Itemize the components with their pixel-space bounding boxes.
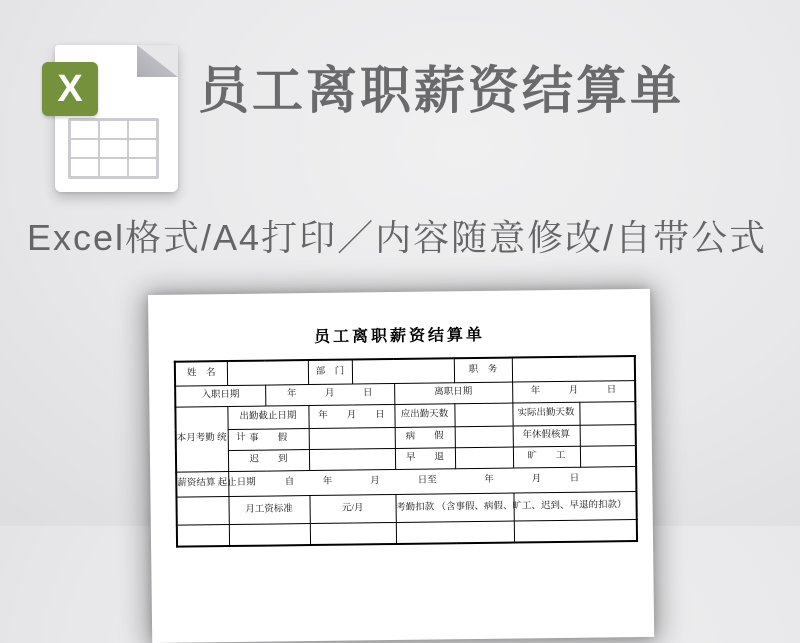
- grid-cell: [99, 158, 128, 177]
- cell-hire-date-value: 年 月 日: [265, 383, 394, 406]
- cell-personal-leave-label: 事 假: [228, 428, 309, 450]
- cell-due-days-label: 应出勤天数: [394, 403, 454, 427]
- cell-period-value: 自 年 月 日至 年 月 日: [228, 466, 636, 496]
- page-title: 员工离职薪资结算单: [198, 62, 685, 119]
- cell-deduction-label: 考勤扣款 （含事假、病假、旷工、迟到、早退的扣款）: [395, 493, 513, 522]
- grid-cell: [128, 158, 157, 177]
- grid-cell: [128, 120, 157, 139]
- cell-cutoff-value: 年 月 日: [308, 404, 394, 428]
- cell-name-label: 姓 名: [175, 361, 227, 386]
- cell-actual-days-label: 实际出勤天数: [512, 402, 579, 426]
- cell-annual-leave-value: [580, 424, 636, 446]
- cell-empty: [177, 524, 229, 547]
- cell-sick-leave-label: 病 假: [395, 426, 455, 448]
- grid-cell: [128, 139, 157, 158]
- table-row: [177, 519, 637, 547]
- cell-name-value: [227, 360, 308, 385]
- cell-absent-label: 旷 工: [513, 446, 580, 468]
- page-subtitle: Excel格式/A4打印／内容随意修改/自带公式: [27, 217, 768, 258]
- cell-empty: [514, 519, 637, 543]
- cell-attendance-group-label: 本月考勤 统 计: [175, 406, 228, 472]
- grid-cell: [70, 158, 99, 177]
- cell-dept-value: [352, 358, 454, 383]
- spreadsheet-grid-icon: [68, 118, 159, 179]
- grid-cell: [99, 120, 128, 139]
- cell-salary-label: 月工资标准: [228, 495, 309, 524]
- cell-position-label: 职 务: [454, 358, 512, 383]
- grid-cell: [70, 139, 99, 158]
- cell-cutoff-label: 出勤截止日期: [227, 405, 308, 429]
- cell-personal-leave-value: [309, 427, 395, 449]
- cell-position-value: [512, 356, 635, 382]
- cell-due-days-value: [454, 403, 512, 427]
- cell-empty: [229, 523, 310, 546]
- cell-period-label: 薪资结算 起止日期: [176, 471, 228, 497]
- cell-leave-date-label: 离职日期: [394, 382, 512, 404]
- document-title: 员工离职薪资结算单: [313, 326, 486, 346]
- cell-empty: [310, 522, 396, 545]
- cell-sick-leave-value: [455, 426, 513, 448]
- settlement-table: [174, 355, 638, 548]
- cell-late-value: [309, 448, 395, 470]
- cell-late-label: 迟 到: [228, 449, 309, 471]
- cell-annual-leave-label: 年休假核算: [513, 425, 580, 447]
- excel-x-badge: X: [42, 62, 98, 116]
- grid-cell: [70, 120, 99, 139]
- cell-early-leave-value: [455, 447, 513, 469]
- cell-hire-date-label: 入职日期: [175, 385, 265, 407]
- cell-empty: [396, 521, 514, 544]
- cell-absent-value: [580, 445, 636, 467]
- cell-actual-days-value: [579, 401, 635, 425]
- excel-file-icon: [42, 45, 178, 195]
- cell-early-leave-label: 早 退: [395, 447, 455, 469]
- page-fold-icon: [137, 45, 178, 77]
- document-preview: [148, 289, 654, 643]
- cell-leave-date-value: 年 月 日: [512, 380, 635, 403]
- cell-settlement-group: [176, 496, 228, 525]
- cell-dept-label: 部 门: [308, 360, 352, 385]
- grid-cell: [99, 139, 128, 158]
- cell-salary-unit: 元/月: [309, 494, 395, 523]
